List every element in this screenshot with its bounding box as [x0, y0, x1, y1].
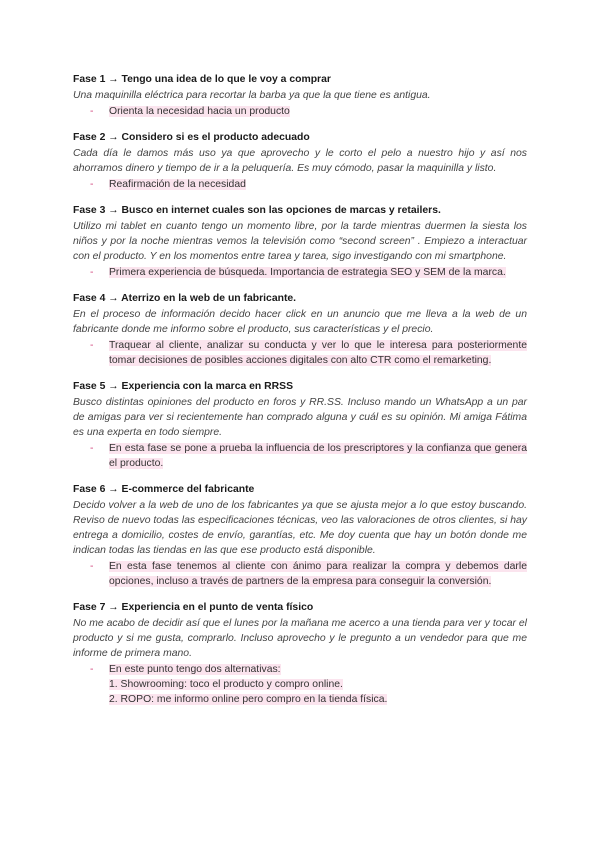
- phase-description: Cada día le damos más uso ya que aprovecho y le corto el pelo a nuestro hijo y así nos ahorramos dinero y tiempo de ir a la peluquería. Es muy cómodo, pasar la maquinilla y listo.: [73, 148, 527, 174]
- alternative-item: [73, 677, 527, 692]
- phase-bullet: [73, 265, 527, 280]
- phase-title: Fase 2 → Considero si es el producto adecuado: [73, 132, 310, 143]
- dash-icon: -: [90, 443, 94, 454]
- dash-icon: -: [90, 179, 94, 190]
- bullet-text: Orienta la necesidad hacia un producto: [109, 106, 290, 117]
- bullet-text: En esta fase se pone a prueba la influencia de los prescriptores y la confianza que genera el producto.: [109, 443, 527, 469]
- phase-description: No me acabo de decidir así que el lunes por la mañana me acerco a una tienda para ver y tocar el producto y si me gusta, comprarlo. Incluso aprovecho y le pregunto a un vendedor para que me informe de primera mano.: [73, 618, 527, 659]
- alternative-text: 2. ROPO: me informo online pero compro en la tienda física.: [109, 694, 388, 705]
- bullet-text: En este punto tengo dos alternativas:: [109, 664, 281, 675]
- bullet-text: Primera experiencia de búsqueda. Importancia de estrategia SEO y SEM de la marca.: [109, 267, 506, 278]
- phase-4: [73, 291, 527, 368]
- phase-description: Utilizo mi tablet en cuanto tengo un momento libre, por la tarde mientras duermen la siesta los niños y por la noche mientras vemos la televisión como “second screen” . Empiezo a interactuar con el producto. Y en los momentos entre tarea y tarea, sigo investigando con mi smartphone.: [73, 221, 527, 262]
- phase-bullets: [73, 662, 527, 677]
- bullet-text: En esta fase tenemos al cliente con ánimo para realizar la compra y debemos darle opciones, incluso a través de partners de la empresa para conseguir la conversión.: [109, 561, 527, 587]
- phase-description: Busco distintas opiniones del producto en foros y RR.SS. Incluso mando un WhatsApp a un par de amigas para ver si recientemente han comprado alguna y cuál es su opinión. Mi amiga Fátima es una experta en todo siempre.: [73, 397, 527, 438]
- phase-bullets: [73, 104, 527, 119]
- alternative-item: [73, 692, 527, 707]
- bullet-text: Reafirmación de la necesidad: [109, 179, 246, 190]
- dash-icon: -: [90, 340, 94, 351]
- phase-bullet: [73, 177, 527, 192]
- dash-icon: -: [90, 267, 94, 278]
- phase-1: [73, 72, 527, 119]
- phase-bullet: [73, 338, 527, 368]
- phase-bullets: [73, 338, 527, 368]
- dash-icon: -: [90, 561, 94, 572]
- phase-title: Fase 6 → E-commerce del fabricante: [73, 484, 255, 495]
- phase-bullets: [73, 177, 527, 192]
- phase-5: [73, 379, 527, 471]
- phase-bullets: [73, 265, 527, 280]
- phase-title: Fase 5 → Experiencia con la marca en RRSS: [73, 381, 294, 392]
- phase-title: Fase 1 → Tengo una idea de lo que le voy a comprar: [73, 74, 331, 85]
- phase-6: [73, 482, 527, 589]
- phase-description: Decido volver a la web de uno de los fabricantes ya que se ajusta mejor a lo que estoy buscando. Reviso de nuevo todas las especificaciones técnicas, veo las valoraciones de otros clientes, si hay entrega a domicilio, costes de envío, garantías, etc. Me doy cuenta que hay un botón donde me indican todas las tiendas en las que ese producto está disponible.: [73, 500, 527, 556]
- phase-bullets: [73, 559, 527, 589]
- bullet-text: Traquear al cliente, analizar su conducta y ver lo que le interesa para posteriormente tomar decisiones de posibles acciones digitales con alto CTR como el remarketing.: [109, 340, 527, 366]
- phase-7: [73, 600, 527, 707]
- alternatives-list: [73, 677, 527, 707]
- phase-title: Fase 4 → Aterrizo en la web de un fabricante.: [73, 293, 297, 304]
- phase-description: En el proceso de información decido hacer click en un anuncio que me lleva a la web de un fabricante donde me informo sobre el producto, sus características y el precio.: [73, 309, 527, 335]
- phase-bullet: [73, 559, 527, 589]
- phase-bullet: [73, 104, 527, 119]
- phase-description: Una maquinilla eléctrica para recortar la barba ya que la que tiene es antigua.: [73, 90, 431, 101]
- dash-icon: -: [90, 664, 94, 675]
- phase-bullets: [73, 441, 527, 471]
- phase-title: Fase 7 → Experiencia en el punto de venta físico: [73, 602, 314, 613]
- phase-3: [73, 203, 527, 280]
- alternative-text: 1. Showrooming: toco el producto y compro online.: [109, 679, 343, 690]
- phase-bullet: [73, 441, 527, 471]
- phase-title: Fase 3 → Busco en internet cuales son las opciones de marcas y retailers.: [73, 205, 441, 216]
- phase-bullet: [73, 662, 527, 677]
- phase-2: [73, 130, 527, 192]
- dash-icon: -: [90, 106, 94, 117]
